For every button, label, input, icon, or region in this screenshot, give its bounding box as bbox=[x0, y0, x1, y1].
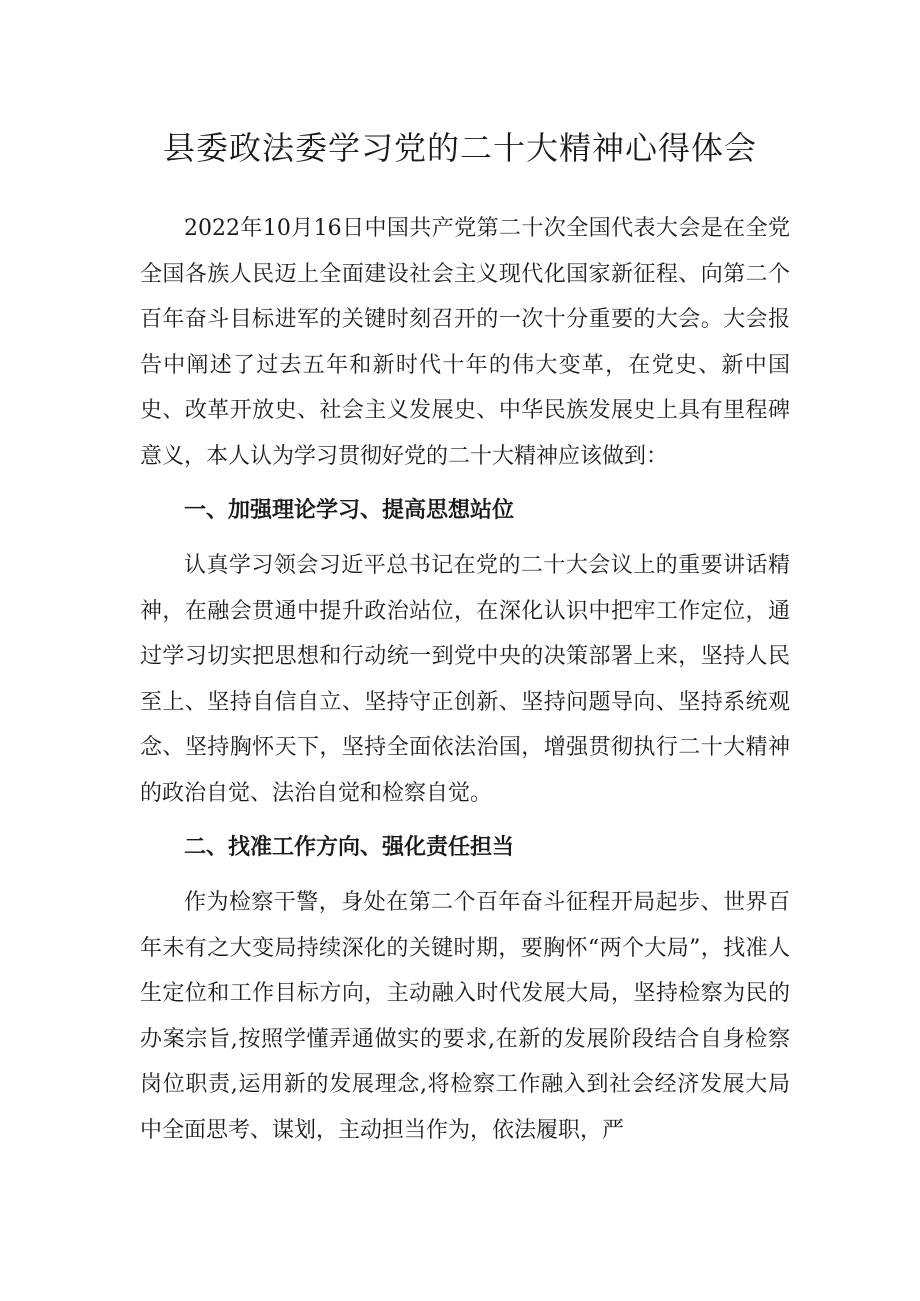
section-heading-1: 一、加强理论学习、提高思想站位 bbox=[184, 498, 515, 523]
document-title: 县委政法委学习党的二十大精神心得体会 bbox=[162, 129, 757, 167]
section-paragraph-2: 作为检察干警，身处在第二个百年奋斗征程开局起步、世界百年未有之大变局持续深化的关键时期，要胸怀“两个大局”，找准人生定位和工作目标方向，主动融入时代发展大局，坚持检察为民的办案宗旨,按照学懂弄通做实的要求,在新的发展阶段结合自身检察岗位职责,运用新的发展理念,将检察工作融入到社会经济发展大局中全面思考、谋划，主动担当作为，依法履职，严 bbox=[140, 890, 790, 1143]
intro-paragraph: 2022年10月16日中国共产党第二十次全国代表大会是在全党全国各族人民迈上全面建设社会主义现代化国家新征程、向第二个百年奋斗目标进军的关键时刻召开的一次十分重要的大会。大会报告中阐述了过去五年和新时代十年的伟大变革，在党史、新中国史、改革开放史、社会主义发展史、中华民族发展史上具有里程碑意义，本人认为学习贯彻好党的二十大精神应该做到： bbox=[140, 216, 790, 469]
section-paragraph-1: 认真学习领会习近平总书记在党的二十大会议上的重要讲话精神，在融会贯通中提升政治站位，在深化认识中把牢工作定位，通过学习切实把思想和行动统一到党中央的决策部署上来，坚持人民至上、坚持自信自立、坚持守正创新、坚持问题导向、坚持系统观念、坚持胸怀天下，坚持全面依法治国，增强贯彻执行二十大精神的政治自觉、法治自觉和检察自觉。 bbox=[140, 553, 790, 806]
section-heading-2: 二、找准工作方向、强化责任担当 bbox=[184, 835, 515, 860]
document-body bbox=[140, 206, 790, 1153]
